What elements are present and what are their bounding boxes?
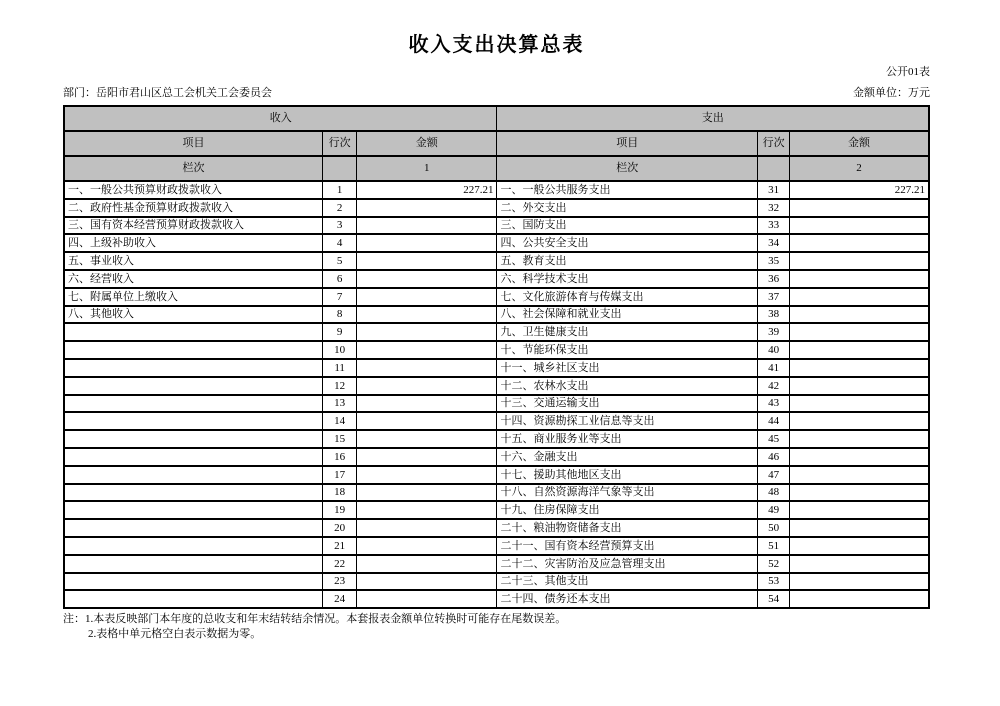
expense-amount-cell bbox=[790, 395, 929, 413]
expense-amount-cell bbox=[790, 341, 929, 359]
expense-line-cell: 49 bbox=[758, 501, 790, 519]
income-item-cell: 三、国有资本经营预算财政拨款收入 bbox=[64, 217, 323, 235]
income-line-cell: 10 bbox=[323, 341, 357, 359]
income-item-cell bbox=[64, 519, 323, 537]
income-amount-cell bbox=[357, 395, 497, 413]
table-row bbox=[64, 448, 929, 466]
expense-line-cell: 51 bbox=[758, 537, 790, 555]
income-line-cell: 14 bbox=[323, 412, 357, 430]
expense-item-cell: 二十二、灾害防治及应急管理支出 bbox=[497, 555, 758, 573]
expense-amount-cell bbox=[790, 501, 929, 519]
table-row bbox=[64, 590, 929, 608]
income-amount-cell bbox=[357, 199, 497, 217]
income-line-cell: 1 bbox=[323, 181, 357, 199]
amount-unit-label: 金额单位：万元 bbox=[853, 87, 930, 99]
footnote-1: 注：1.本表反映部门本年度的总收支和年末结转结余情况。本套报表金额单位转换时可能存在尾数误差。 bbox=[63, 613, 567, 626]
expense-item-cell: 十六、金融支出 bbox=[497, 448, 758, 466]
income-item-cell bbox=[64, 537, 323, 555]
income-line-header: 行次 bbox=[323, 131, 357, 156]
table-row bbox=[64, 359, 929, 377]
income-line-cell: 12 bbox=[323, 377, 357, 395]
expense-line-cell: 33 bbox=[758, 217, 790, 235]
expense-amount-cell bbox=[790, 590, 929, 608]
income-line-cell: 16 bbox=[323, 448, 357, 466]
page-title: 收入支出决算总表 bbox=[408, 34, 585, 56]
expense-line-cell: 38 bbox=[758, 306, 790, 324]
income-line-cell: 4 bbox=[323, 234, 357, 252]
table-row bbox=[64, 252, 929, 270]
income-item-cell bbox=[64, 466, 323, 484]
expense-item-cell: 一、一般公共服务支出 bbox=[497, 181, 758, 199]
expense-amount-cell bbox=[790, 555, 929, 573]
expense-amount-cell bbox=[790, 377, 929, 395]
expense-line-cell: 40 bbox=[758, 341, 790, 359]
income-line-cell: 21 bbox=[323, 537, 357, 555]
expense-line-cell: 45 bbox=[758, 430, 790, 448]
expense-item-cell: 十、节能环保支出 bbox=[497, 341, 758, 359]
expense-item-cell: 十三、交通运输支出 bbox=[497, 395, 758, 413]
income-line-cell: 17 bbox=[323, 466, 357, 484]
income-item-cell bbox=[64, 323, 323, 341]
column-header-row bbox=[64, 131, 929, 156]
expense-line-cell: 47 bbox=[758, 466, 790, 484]
expense-item-cell: 四、公共安全支出 bbox=[497, 234, 758, 252]
table-row bbox=[64, 412, 929, 430]
income-amount-cell bbox=[357, 306, 497, 324]
income-item-cell bbox=[64, 341, 323, 359]
income-item-cell: 六、经营收入 bbox=[64, 270, 323, 288]
income-amount-cell bbox=[357, 537, 497, 555]
table-row bbox=[64, 377, 929, 395]
income-item-cell: 五、事业收入 bbox=[64, 252, 323, 270]
expense-amount-cell bbox=[790, 430, 929, 448]
expense-section-header: 支出 bbox=[497, 106, 929, 131]
income-amount-cell bbox=[357, 519, 497, 537]
income-amount-cell bbox=[357, 323, 497, 341]
column-index-row bbox=[64, 156, 929, 181]
income-item-cell bbox=[64, 377, 323, 395]
income-amount-cell bbox=[357, 590, 497, 608]
table-row bbox=[64, 234, 929, 252]
income-item-cell bbox=[64, 484, 323, 502]
table-row bbox=[64, 395, 929, 413]
income-line-cell: 11 bbox=[323, 359, 357, 377]
expense-line-cell: 50 bbox=[758, 519, 790, 537]
expense-line-cell: 39 bbox=[758, 323, 790, 341]
table-row bbox=[64, 484, 929, 502]
footnote-2: 2.表格中单元格空白表示数据为零。 bbox=[88, 628, 262, 641]
expense-line-cell: 36 bbox=[758, 270, 790, 288]
income-index-line-cell bbox=[323, 156, 357, 181]
expense-line-cell: 32 bbox=[758, 199, 790, 217]
expense-index-label: 栏次 bbox=[497, 156, 758, 181]
meta-row bbox=[63, 86, 930, 100]
income-amount-cell bbox=[357, 466, 497, 484]
footnotes bbox=[63, 612, 930, 642]
income-amount-cell bbox=[357, 217, 497, 235]
income-item-cell bbox=[64, 359, 323, 377]
expense-item-cell: 二十三、其他支出 bbox=[497, 573, 758, 591]
expense-item-cell: 十一、城乡社区支出 bbox=[497, 359, 758, 377]
expense-item-cell: 六、科学技术支出 bbox=[497, 270, 758, 288]
expense-item-cell: 三、国防支出 bbox=[497, 217, 758, 235]
income-item-cell: 一、一般公共预算财政拨款收入 bbox=[64, 181, 323, 199]
expense-amount-header: 金额 bbox=[790, 131, 929, 156]
income-amount-cell bbox=[357, 448, 497, 466]
income-amount-cell bbox=[357, 341, 497, 359]
expense-amount-cell bbox=[790, 234, 929, 252]
expense-item-cell: 八、社会保障和就业支出 bbox=[497, 306, 758, 324]
income-amount-header: 金额 bbox=[357, 131, 497, 156]
income-item-cell bbox=[64, 501, 323, 519]
expense-line-cell: 48 bbox=[758, 484, 790, 502]
income-item-cell bbox=[64, 448, 323, 466]
income-amount-cell bbox=[357, 484, 497, 502]
expense-line-cell: 41 bbox=[758, 359, 790, 377]
expense-amount-cell bbox=[790, 519, 929, 537]
expense-item-cell: 十九、住房保障支出 bbox=[497, 501, 758, 519]
expense-amount-cell bbox=[790, 484, 929, 502]
expense-amount-cell bbox=[790, 306, 929, 324]
income-line-cell: 7 bbox=[323, 288, 357, 306]
expense-line-cell: 46 bbox=[758, 448, 790, 466]
income-line-cell: 5 bbox=[323, 252, 357, 270]
income-line-cell: 20 bbox=[323, 519, 357, 537]
expense-line-cell: 42 bbox=[758, 377, 790, 395]
table-row bbox=[64, 199, 929, 217]
expense-amount-cell bbox=[790, 448, 929, 466]
expense-line-header: 行次 bbox=[758, 131, 790, 156]
expense-index-line-cell bbox=[758, 156, 790, 181]
document-sheet bbox=[63, 0, 930, 642]
income-line-cell: 2 bbox=[323, 199, 357, 217]
expense-line-cell: 35 bbox=[758, 252, 790, 270]
income-item-cell bbox=[64, 573, 323, 591]
income-line-cell: 9 bbox=[323, 323, 357, 341]
table-row bbox=[64, 555, 929, 573]
expense-amount-cell bbox=[790, 412, 929, 430]
expense-amount-cell bbox=[790, 466, 929, 484]
table-row bbox=[64, 306, 929, 324]
income-amount-cell bbox=[357, 555, 497, 573]
expense-line-cell: 44 bbox=[758, 412, 790, 430]
expense-item-cell: 七、文化旅游体育与传媒支出 bbox=[497, 288, 758, 306]
expense-item-cell: 五、教育支出 bbox=[497, 252, 758, 270]
expense-item-cell: 九、卫生健康支出 bbox=[497, 323, 758, 341]
accounts-table bbox=[63, 105, 930, 609]
income-amount-cell bbox=[357, 377, 497, 395]
income-amount-cell bbox=[357, 270, 497, 288]
section-header-row bbox=[64, 106, 929, 131]
income-amount-cell: 227.21 bbox=[357, 181, 497, 199]
expense-item-cell: 十五、商业服务业等支出 bbox=[497, 430, 758, 448]
income-amount-cell bbox=[357, 412, 497, 430]
expense-line-cell: 37 bbox=[758, 288, 790, 306]
table-row bbox=[64, 573, 929, 591]
income-line-cell: 18 bbox=[323, 484, 357, 502]
income-line-cell: 22 bbox=[323, 555, 357, 573]
table-row bbox=[64, 341, 929, 359]
expense-item-cell: 二、外交支出 bbox=[497, 199, 758, 217]
income-item-header: 项目 bbox=[64, 131, 323, 156]
income-line-cell: 23 bbox=[323, 573, 357, 591]
income-item-cell: 八、其他收入 bbox=[64, 306, 323, 324]
table-row bbox=[64, 466, 929, 484]
table-row bbox=[64, 501, 929, 519]
expense-amount-cell bbox=[790, 199, 929, 217]
income-item-cell bbox=[64, 430, 323, 448]
table-row bbox=[64, 519, 929, 537]
income-item-cell: 七、附属单位上缴收入 bbox=[64, 288, 323, 306]
income-line-cell: 8 bbox=[323, 306, 357, 324]
table-row bbox=[64, 181, 929, 199]
income-amount-cell bbox=[357, 288, 497, 306]
income-amount-cell bbox=[357, 501, 497, 519]
table-body bbox=[64, 181, 929, 608]
expense-item-cell: 十八、自然资源海洋气象等支出 bbox=[497, 484, 758, 502]
income-line-cell: 19 bbox=[323, 501, 357, 519]
income-line-cell: 13 bbox=[323, 395, 357, 413]
expense-item-header: 项目 bbox=[497, 131, 758, 156]
income-amount-cell bbox=[357, 252, 497, 270]
table-row bbox=[64, 288, 929, 306]
expense-line-cell: 53 bbox=[758, 573, 790, 591]
expense-amount-cell bbox=[790, 537, 929, 555]
expense-line-cell: 31 bbox=[758, 181, 790, 199]
expense-index-number: 2 bbox=[790, 156, 929, 181]
income-item-cell: 四、上级补助收入 bbox=[64, 234, 323, 252]
income-amount-cell bbox=[357, 234, 497, 252]
expense-item-cell: 十七、援助其他地区支出 bbox=[497, 466, 758, 484]
income-index-label: 栏次 bbox=[64, 156, 323, 181]
table-row bbox=[64, 323, 929, 341]
department-label: 部门：岳阳市君山区总工会机关工会委员会 bbox=[63, 87, 272, 99]
income-amount-cell bbox=[357, 573, 497, 591]
income-item-cell bbox=[64, 555, 323, 573]
income-section-header: 收入 bbox=[64, 106, 497, 131]
expense-amount-cell bbox=[790, 573, 929, 591]
expense-line-cell: 34 bbox=[758, 234, 790, 252]
expense-amount-cell bbox=[790, 270, 929, 288]
expense-item-cell: 二十四、债务还本支出 bbox=[497, 590, 758, 608]
expense-amount-cell: 227.21 bbox=[790, 181, 929, 199]
income-line-cell: 15 bbox=[323, 430, 357, 448]
income-line-cell: 6 bbox=[323, 270, 357, 288]
income-item-cell: 二、政府性基金预算财政拨款收入 bbox=[64, 199, 323, 217]
expense-amount-cell bbox=[790, 359, 929, 377]
expense-amount-cell bbox=[790, 323, 929, 341]
income-item-cell bbox=[64, 590, 323, 608]
income-line-cell: 3 bbox=[323, 217, 357, 235]
income-index-number: 1 bbox=[357, 156, 497, 181]
expense-amount-cell bbox=[790, 252, 929, 270]
income-amount-cell bbox=[357, 359, 497, 377]
expense-item-cell: 十四、资源勘探工业信息等支出 bbox=[497, 412, 758, 430]
expense-line-cell: 52 bbox=[758, 555, 790, 573]
expense-item-cell: 十二、农林水支出 bbox=[497, 377, 758, 395]
table-row bbox=[64, 430, 929, 448]
doc-number-label: 公开01表 bbox=[886, 66, 930, 78]
income-item-cell bbox=[64, 412, 323, 430]
income-amount-cell bbox=[357, 430, 497, 448]
table-row bbox=[64, 270, 929, 288]
expense-line-cell: 54 bbox=[758, 590, 790, 608]
expense-item-cell: 二十、粮油物资储备支出 bbox=[497, 519, 758, 537]
expense-line-cell: 43 bbox=[758, 395, 790, 413]
income-item-cell bbox=[64, 395, 323, 413]
expense-amount-cell bbox=[790, 288, 929, 306]
table-row bbox=[64, 217, 929, 235]
income-line-cell: 24 bbox=[323, 590, 357, 608]
expense-amount-cell bbox=[790, 217, 929, 235]
expense-item-cell: 二十一、国有资本经营预算支出 bbox=[497, 537, 758, 555]
table-row bbox=[64, 537, 929, 555]
